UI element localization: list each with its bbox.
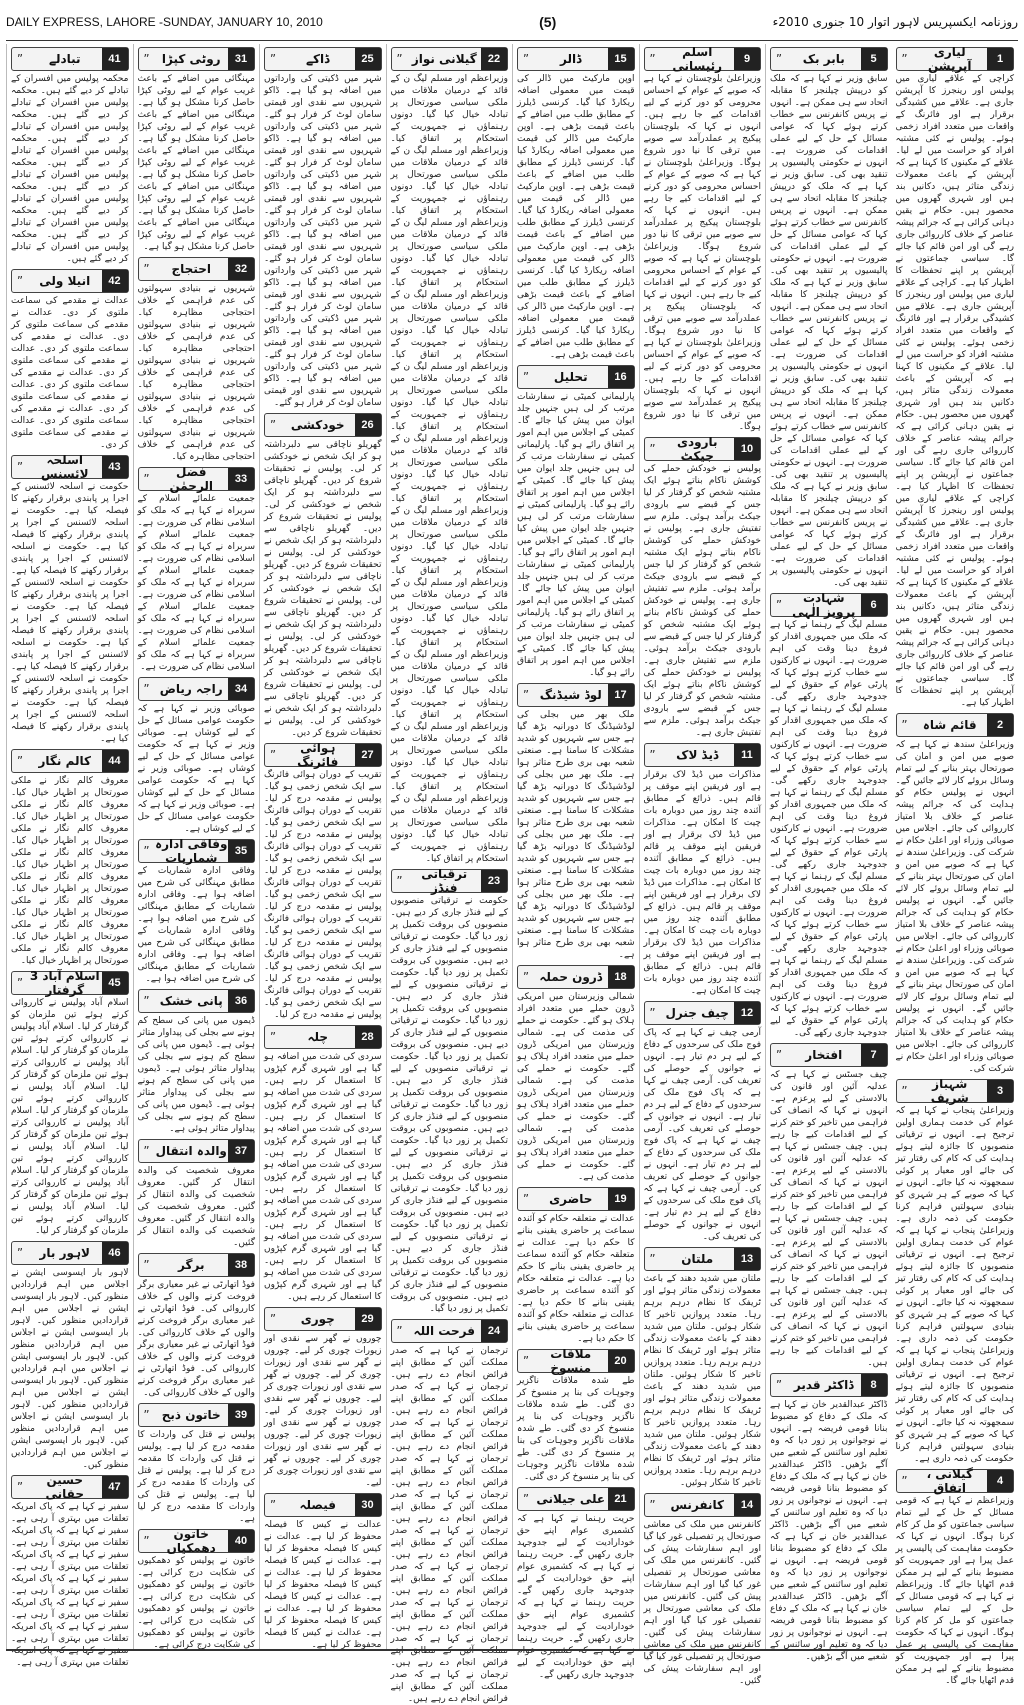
news-item-header (770, 593, 888, 617)
quote-mark-icon: ” (143, 472, 150, 486)
news-item-number: 8 (861, 1374, 887, 1396)
news-item (896, 1079, 1015, 1465)
quote-mark-icon: ” (396, 52, 403, 66)
news-item-number: 15 (608, 48, 634, 70)
quote-mark-icon: ” (649, 442, 656, 456)
news-item-number: 5 (861, 48, 887, 70)
news-item (644, 47, 762, 433)
news-item-header (517, 365, 635, 389)
news-item-header (770, 1373, 888, 1397)
news-item-number: 41 (102, 48, 128, 70)
news-item (391, 1319, 509, 1705)
news-item-title: حاضری (549, 1192, 593, 1206)
news-item (644, 437, 762, 739)
news-item-body: آرمی چیف نے کہا ہے کہ پاک فوج ملک کی سرحدوں کے دفاع کے لیے ہر دم تیار ہے۔ انہوں نے جوانوں کے حوصلے کی تعریف کی۔ آرمی چیف نے کہا ہے کہ پاک فوج ملک کی سرحدوں کے دفاع کے لیے ہر دم تیار ہے۔ انہوں نے جوانوں کے حوصلے کی تعریف کی۔ آرمی چیف نے کہا ہے کہ پاک فوج ملک کی سرحدوں کے دفاع کے لیے ہر دم تیار ہے۔ انہوں نے جوانوں کے حوصلے کی تعریف کی۔ آرمی چیف نے کہا ہے کہ پاک فوج ملک کی سرحدوں کے دفاع کے لیے ہر دم تیار ہے۔ انہوں نے جوانوں کے حوصلے کی تعریف کی۔ (643, 1028, 761, 1242)
news-item (770, 1043, 888, 1369)
quote-mark-icon: ” (522, 370, 530, 384)
news-item (138, 1529, 256, 1651)
quote-mark-icon: ” (143, 1408, 150, 1422)
news-item-title: فرحت اللہ (413, 1324, 475, 1338)
news-item (264, 413, 382, 739)
news-item-title: افتخار (805, 1048, 843, 1062)
quote-mark-icon: ” (775, 1048, 783, 1062)
quote-mark-icon: ” (522, 1354, 530, 1368)
news-item-header (644, 47, 762, 71)
news-item-number: 42 (102, 270, 128, 292)
news-item-body: ملتان میں شدید دھند کے باعث معمولات زندگی متاثر ہوئے اور ٹریفک کا نظام درہم برہم رہا۔ متعدد پروازیں تاخیر کا شکار ہوئیں۔ ملتان میں شدید دھند کے باعث معمولات زندگی متاثر ہوئے اور ٹریفک کا نظام درہم برہم رہا۔ متعدد پروازیں تاخیر کا شکار ہوئیں۔ ملتان میں شدید دھند کے باعث معمولات زندگی متاثر ہوئے اور ٹریفک کا نظام درہم برہم رہا۔ متعدد پروازیں تاخیر کا شکار ہوئیں۔ ملتان میں شدید دھند کے باعث معمولات زندگی متاثر ہوئے اور ٹریفک کا نظام درہم برہم رہا۔ متعدد پروازیں تاخیر کا شکار ہوئیں۔ (643, 1274, 761, 1488)
news-item-body: عدالت نے مقدمے کی سماعت ملتوی کر دی۔ عدالت نے مقدمے کی سماعت ملتوی کر دی۔ عدالت نے مقدمے کی سماعت ملتوی کر دی۔ عدالت نے مقدمے کی سماعت ملتوی کر دی۔ عدالت نے مقدمے کی سماعت ملتوی کر دی۔ عدالت نے مقدمے کی سماعت ملتوی کر دی۔ عدالت نے مقدمے کی سماعت ملتوی کر دی۔ عدالت نے مقدمے کی سماعت ملتوی کر دی۔ (11, 296, 129, 450)
news-item-body: وزیراعلیٰ پنجاب نے کہا ہے کہ عوام کی خدمت ہماری اولین ترجیح ہے۔ انہوں نے ترقیاتی منصوبوں کا جائزہ لیتے ہوئے ہدایت کی کہ کام کی رفتار تیز کی جائے اور معیار پر کوئی سمجھوتہ نہ کیا جائے۔ انہوں نے کہا کہ صوبے کے ہر شہری کو بنیادی سہولتیں فراہم کرنا حکومت کی ذمہ داری ہے۔ وزیراعلیٰ پنجاب نے کہا ہے کہ عوام کی خدمت ہماری اولین ترجیح ہے۔ انہوں نے ترقیاتی منصوبوں کا جائزہ لیتے ہوئے ہدایت کی کہ کام کی رفتار تیز کی جائے اور معیار پر کوئی سمجھوتہ نہ کیا جائے۔ انہوں نے کہا کہ صوبے کے ہر شہری کو بنیادی سہولتیں فراہم کرنا حکومت کی ذمہ داری ہے۔ وزیراعلیٰ پنجاب نے کہا ہے کہ عوام کی خدمت ہماری اولین ترجیح ہے۔ انہوں نے ترقیاتی منصوبوں کا جائزہ لیتے ہوئے ہدایت کی کہ کام کی رفتار تیز کی جائے اور معیار پر کوئی سمجھوتہ نہ کیا جائے۔ انہوں نے کہا کہ صوبے کے ہر شہری کو بنیادی سہولتیں فراہم کرنا حکومت کی ذمہ داری ہے۔ (895, 1106, 1014, 1464)
news-item-number: 47 (102, 1476, 128, 1498)
quote-mark-icon: ” (775, 52, 783, 66)
news-item-header (896, 47, 1015, 71)
news-item (11, 1475, 129, 1669)
news-item-title: گیلانی ، اتفاق (926, 1467, 973, 1495)
news-item-header (11, 1241, 129, 1265)
news-item-header (896, 713, 1015, 737)
news-item (517, 683, 635, 961)
news-item-body: اوپن مارکیٹ میں ڈالر کی قیمت میں معمولی اضافہ ریکارڈ کیا گیا۔ کرنسی ڈیلرز کے مطابق طلب میں اضافے کے باعث قیمت بڑھی ہے۔ اوپن مارکیٹ میں ڈالر کی قیمت میں معمولی اضافہ ریکارڈ کیا گیا۔ کرنسی ڈیلرز کے مطابق طلب میں اضافے کے باعث قیمت بڑھی ہے۔ اوپن مارکیٹ میں ڈالر کی قیمت میں معمولی اضافہ ریکارڈ کیا گیا۔ کرنسی ڈیلرز کے مطابق طلب میں اضافے کے باعث قیمت بڑھی ہے۔ اوپن مارکیٹ میں ڈالر کی قیمت میں معمولی اضافہ ریکارڈ کیا گیا۔ کرنسی ڈیلرز کے مطابق طلب میں اضافے کے باعث قیمت بڑھی ہے۔ اوپن مارکیٹ میں ڈالر کی قیمت میں معمولی اضافہ ریکارڈ کیا گیا۔ کرنسی ڈیلرز کے مطابق طلب میں اضافے کے باعث قیمت بڑھی ہے۔ (517, 74, 635, 360)
news-item (138, 1139, 256, 1249)
news-item (896, 713, 1015, 1075)
news-item-number: 31 (228, 48, 254, 70)
news-item-header (11, 971, 129, 995)
news-item (11, 455, 129, 745)
news-item-body: حکومت نے اسلحہ لائسنس کے اجرا پر پابندی برقرار رکھنے کا فیصلہ کیا ہے۔ حکومت نے اسلحہ لائسنس کے اجرا پر پابندی برقرار رکھنے کا فیصلہ کیا ہے۔ حکومت نے اسلحہ لائسنس کے اجرا پر پابندی برقرار رکھنے کا فیصلہ کیا ہے۔ حکومت نے اسلحہ لائسنس کے اجرا پر پابندی برقرار رکھنے کا فیصلہ کیا ہے۔ حکومت نے اسلحہ لائسنس کے اجرا پر پابندی برقرار رکھنے کا فیصلہ کیا ہے۔ حکومت نے اسلحہ لائسنس کے اجرا پر پابندی برقرار رکھنے کا فیصلہ کیا ہے۔ حکومت نے اسلحہ لائسنس کے اجرا پر پابندی برقرار رکھنے کا فیصلہ کیا ہے۔ حکومت نے اسلحہ لائسنس کے اجرا پر پابندی برقرار رکھنے کا فیصلہ کیا ہے۔ (11, 482, 129, 744)
news-item-body: شمالی وزیرستان میں امریکی ڈرون حملے میں متعدد افراد ہلاک ہو گئے۔ حکومت نے حملے کی مذمت کی ہے۔ شمالی وزیرستان میں امریکی ڈرون حملے میں متعدد افراد ہلاک ہو گئے۔ حکومت نے حملے کی مذمت کی ہے۔ شمالی وزیرستان میں امریکی ڈرون حملے میں متعدد افراد ہلاک ہو گئے۔ حکومت نے حملے کی مذمت کی ہے۔ شمالی وزیرستان میں امریکی ڈرون حملے میں متعدد افراد ہلاک ہو گئے۔ حکومت نے حملے کی مذمت کی ہے۔ (517, 992, 635, 1182)
quote-mark-icon: ” (269, 748, 277, 762)
news-item-header (138, 1403, 256, 1427)
news-item-title: کالم نگار (38, 754, 91, 768)
news-item (391, 869, 509, 1315)
quote-mark-icon: ” (396, 874, 403, 888)
news-item-number: 21 (608, 1488, 634, 1510)
news-item-number: 33 (228, 468, 254, 490)
news-item-title: اسلم رئیسانی (672, 45, 723, 73)
news-item-title: راجہ ریاض (159, 682, 223, 696)
news-item-title: والدہ انتقال (155, 1144, 227, 1158)
news-item-header (11, 1475, 129, 1499)
news-item (264, 743, 382, 1021)
news-item-number: 16 (608, 366, 634, 388)
news-item (644, 743, 762, 997)
news-item-header (391, 1319, 509, 1343)
news-item-title: قائم شاہ (922, 718, 977, 732)
news-item-title: انیلا ولی (39, 274, 91, 288)
news-item-number: 32 (228, 258, 254, 280)
news-item-number: 35 (228, 840, 254, 862)
news-item-body: صوبائی وزیر نے کہا ہے کہ حکومت عوامی مسائل کے حل کے لیے کوشاں ہے۔ صوبائی وزیر نے کہا ہے کہ حکومت عوامی مسائل کے حل کے لیے کوشاں ہے۔ صوبائی وزیر نے کہا ہے کہ حکومت عوامی مسائل کے حل کے لیے کوشاں ہے۔ صوبائی وزیر نے کہا ہے کہ حکومت عوامی مسائل کے حل کے لیے کوشاں ہے۔ (137, 704, 255, 834)
news-column (259, 44, 386, 1649)
news-item-header (644, 1247, 762, 1271)
news-item (138, 1253, 256, 1399)
news-item-title: وفاقی ادارہ شماریات (155, 837, 228, 865)
quote-mark-icon: ” (522, 970, 530, 984)
news-item-number: 13 (734, 1248, 760, 1270)
news-item-title: برگر (178, 1258, 205, 1272)
news-item-number: 23 (481, 870, 507, 892)
news-item (644, 1001, 762, 1243)
news-item-header (391, 47, 509, 71)
news-item (264, 1493, 382, 1651)
news-item-title: ڈالر (560, 52, 582, 66)
news-item-title: ملتان (681, 1252, 714, 1266)
news-item-title: چوری (300, 1312, 335, 1326)
news-item-body: طے شدہ ملاقات ناگزیر وجوہات کی بنا پر منسوخ کر دی گئی۔ طے شدہ ملاقات ناگزیر وجوہات کی بنا پر منسوخ کر دی گئی۔ طے شدہ ملاقات ناگزیر وجوہات کی بنا پر منسوخ کر دی گئی۔ طے شدہ ملاقات ناگزیر وجوہات کی بنا پر منسوخ کر دی گئی۔ (517, 1376, 635, 1482)
news-item-title: ملاقات منسوخ (550, 1347, 592, 1375)
quote-mark-icon: ” (396, 1324, 403, 1338)
news-item-header (264, 1025, 382, 1049)
news-item-number: 27 (355, 744, 381, 766)
quote-mark-icon: ” (649, 52, 656, 66)
news-item (138, 257, 256, 463)
news-item (517, 1187, 635, 1345)
bottom-rule (6, 1649, 1018, 1661)
quote-mark-icon: ” (143, 52, 150, 66)
news-item-header (264, 47, 382, 71)
news-item (138, 989, 256, 1135)
news-item-number: 4 (987, 1470, 1013, 1492)
news-item-header (644, 437, 762, 461)
news-item-number: 26 (355, 414, 381, 436)
news-item-header (770, 1043, 888, 1067)
news-item-title: ڈرون حملہ (539, 970, 603, 984)
news-item-header (138, 257, 256, 281)
news-item (770, 1373, 888, 1663)
news-item-header (517, 1487, 635, 1511)
news-item-body: وزیراعلیٰ سندھ نے کہا ہے کہ صوبے میں امن و امان کی صورتحال بہتر بنانے کے لیے تمام وسائل بروئے کار لائے جائیں گے۔ انہوں نے پولیس حکام کو ہدایت کی کہ جرائم پیشہ عناصر کے خلاف بلا امتیاز کارروائی کی جائے۔ اجلاس میں صوبائی وزراء اور اعلیٰ حکام نے شرکت کی۔ وزیراعلیٰ سندھ نے کہا ہے کہ صوبے میں امن و امان کی صورتحال بہتر بنانے کے لیے تمام وسائل بروئے کار لائے جائیں گے۔ انہوں نے پولیس حکام کو ہدایت کی کہ جرائم پیشہ عناصر کے خلاف بلا امتیاز کارروائی کی جائے۔ اجلاس میں صوبائی وزراء اور اعلیٰ حکام نے شرکت کی۔ وزیراعلیٰ سندھ نے کہا ہے کہ صوبے میں امن و امان کی صورتحال بہتر بنانے کے لیے تمام وسائل بروئے کار لائے جائیں گے۔ انہوں نے پولیس حکام کو ہدایت کی کہ جرائم پیشہ عناصر کے خلاف بلا امتیاز کارروائی کی جائے۔ اجلاس میں صوبائی وزراء اور اعلیٰ حکام نے شرکت کی۔ (895, 740, 1014, 1074)
news-item-body: ڈاکٹر عبدالقدیر خان نے کہا ہے کہ ملک کے دفاع کو مضبوط بنانا قومی فریضہ ہے۔ انہوں نے نوجوانوں پر زور دیا کہ وہ تعلیم اور سائنس کے شعبے میں آگے بڑھیں۔ ڈاکٹر عبدالقدیر خان نے کہا ہے کہ ملک کے دفاع کو مضبوط بنانا قومی فریضہ ہے۔ انہوں نے نوجوانوں پر زور دیا کہ وہ تعلیم اور سائنس کے شعبے میں آگے بڑھیں۔ ڈاکٹر عبدالقدیر خان نے کہا ہے کہ ملک کے دفاع کو مضبوط بنانا قومی فریضہ ہے۔ انہوں نے نوجوانوں پر زور دیا کہ وہ تعلیم اور سائنس کے شعبے میں آگے بڑھیں۔ ڈاکٹر عبدالقدیر خان نے کہا ہے کہ ملک کے دفاع کو مضبوط بنانا قومی فریضہ ہے۔ انہوں نے نوجوانوں پر زور دیا کہ وہ تعلیم اور سائنس کے شعبے میں آگے بڑھیں۔ (770, 1400, 888, 1662)
news-item-title: بارودی جیکٹ (676, 435, 718, 463)
news-item-body: تقریب کے دوران ہوائی فائرنگ سے ایک شخص زخمی ہو گیا۔ پولیس نے مقدمہ درج کر لیا۔ تقریب کے دوران ہوائی فائرنگ سے ایک شخص زخمی ہو گیا۔ پولیس نے مقدمہ درج کر لیا۔ تقریب کے دوران ہوائی فائرنگ سے ایک شخص زخمی ہو گیا۔ پولیس نے مقدمہ درج کر لیا۔ تقریب کے دوران ہوائی فائرنگ سے ایک شخص زخمی ہو گیا۔ پولیس نے مقدمہ درج کر لیا۔ تقریب کے دوران ہوائی فائرنگ سے ایک شخص زخمی ہو گیا۔ پولیس نے مقدمہ درج کر لیا۔ تقریب کے دوران ہوائی فائرنگ سے ایک شخص زخمی ہو گیا۔ پولیس نے مقدمہ درج کر لیا۔ تقریب کے دوران ہوائی فائرنگ سے ایک شخص زخمی ہو گیا۔ پولیس نے مقدمہ درج کر لیا۔ (264, 770, 382, 1020)
news-item-number: 2 (987, 714, 1013, 736)
news-item-number: 24 (481, 1320, 507, 1342)
news-item-number: 45 (102, 972, 128, 994)
news-item-body: وزیراعظم اور مسلم لیگ ن کے قائد کے درمیان ملاقات میں ملکی سیاسی صورتحال پر تبادلہ خیال کیا گیا۔ دونوں رہنماؤں نے جمہوریت کے استحکام پر اتفاق کیا۔ وزیراعظم اور مسلم لیگ ن کے قائد کے درمیان ملاقات میں ملکی سیاسی صورتحال پر تبادلہ خیال کیا گیا۔ دونوں رہنماؤں نے جمہوریت کے استحکام پر اتفاق کیا۔ وزیراعظم اور مسلم لیگ ن کے قائد کے درمیان ملاقات میں ملکی سیاسی صورتحال پر تبادلہ خیال کیا گیا۔ دونوں رہنماؤں نے جمہوریت کے استحکام پر اتفاق کیا۔ وزیراعظم اور مسلم لیگ ن کے قائد کے درمیان ملاقات میں ملکی سیاسی صورتحال پر تبادلہ خیال کیا گیا۔ دونوں رہنماؤں نے جمہوریت کے استحکام پر اتفاق کیا۔ وزیراعظم اور مسلم لیگ ن کے قائد کے درمیان ملاقات میں ملکی سیاسی صورتحال پر تبادلہ خیال کیا گیا۔ دونوں رہنماؤں نے جمہوریت کے استحکام پر اتفاق کیا۔ وزیراعظم اور مسلم لیگ ن کے قائد کے درمیان ملاقات میں ملکی سیاسی صورتحال پر تبادلہ خیال کیا گیا۔ دونوں رہنماؤں نے جمہوریت کے استحکام پر اتفاق کیا۔ وزیراعظم اور مسلم لیگ ن کے قائد کے درمیان ملاقات میں ملکی سیاسی صورتحال پر تبادلہ خیال کیا گیا۔ دونوں رہنماؤں نے جمہوریت کے استحکام پر اتفاق کیا۔ وزیراعظم اور مسلم لیگ ن کے قائد کے درمیان ملاقات میں ملکی سیاسی صورتحال پر تبادلہ خیال کیا گیا۔ دونوں رہنماؤں نے جمہوریت کے استحکام پر اتفاق کیا۔ وزیراعظم اور مسلم لیگ ن کے قائد کے درمیان ملاقات میں ملکی سیاسی صورتحال پر تبادلہ خیال کیا گیا۔ دونوں رہنماؤں نے جمہوریت کے استحکام پر اتفاق کیا۔ وزیراعظم اور مسلم لیگ ن کے قائد کے درمیان ملاقات میں ملکی سیاسی صورتحال پر تبادلہ خیال کیا گیا۔ دونوں رہنماؤں نے جمہوریت کے استحکام پر اتفاق کیا۔ وزیراعظم اور مسلم لیگ ن کے قائد کے درمیان ملاقات میں ملکی سیاسی صورتحال پر تبادلہ خیال کیا گیا۔ دونوں رہنماؤں نے جمہوریت کے استحکام پر اتفاق کیا۔ (390, 74, 508, 864)
news-item (138, 467, 256, 673)
news-item-number: 19 (608, 1188, 634, 1210)
news-item-header (770, 47, 888, 71)
news-item-header (644, 1493, 762, 1517)
news-item-header (138, 467, 256, 491)
news-item-title: پانی خشک (159, 994, 223, 1008)
news-column (765, 44, 892, 1662)
news-item-header (11, 455, 129, 479)
news-item-body: خاتون نے پولیس کو دھمکیوں کی شکایت درج کرائی ہے۔ خاتون نے پولیس کو دھمکیوں کی شکایت درج کرائی ہے۔ خاتون نے پولیس کو دھمکیوں کی شکایت درج کرائی ہے۔ خاتون نے پولیس کو دھمکیوں کی شکایت درج کرائی ہے۔ (137, 1556, 255, 1650)
news-item-body: سفیر نے کہا ہے کہ پاک امریکہ تعلقات میں بہتری آ رہی ہے۔ سفیر نے کہا ہے کہ پاک امریکہ تعلقات میں بہتری آ رہی ہے۔ سفیر نے کہا ہے کہ پاک امریکہ تعلقات میں بہتری آ رہی ہے۔ سفیر نے کہا ہے کہ پاک امریکہ تعلقات میں بہتری آ رہی ہے۔ سفیر نے کہا ہے کہ پاک امریکہ تعلقات میں بہتری آ رہی ہے۔ سفیر نے کہا ہے کہ پاک امریکہ تعلقات میں بہتری آ رہی ہے۔ سفیر نے کہا ہے کہ پاک امریکہ تعلقات میں بہتری آ رہی ہے۔ (11, 1502, 129, 1668)
quote-mark-icon: ” (269, 52, 277, 66)
news-item-title: شہادت پرویز الٰہی (792, 591, 856, 619)
quote-mark-icon: ” (649, 1498, 656, 1512)
quote-mark-icon: ” (522, 52, 530, 66)
news-column (639, 44, 766, 1686)
news-item-number: 7 (861, 1044, 887, 1066)
quote-mark-icon: ” (901, 1474, 908, 1488)
news-item (517, 365, 635, 679)
news-item-title: روٹی کپڑا (161, 52, 221, 66)
news-item-title: خودکشی (290, 418, 345, 432)
news-item-body: پولیس نے خودکش حملے کی کوشش ناکام بناتے ہوئے ایک مشتبہ شخص کو گرفتار کر لیا جس کے قبضے سے بارودی جیکٹ برآمد ہوئی۔ ملزم سے تفتیش جاری ہے۔ پولیس نے خودکش حملے کی کوشش ناکام بناتے ہوئے ایک مشتبہ شخص کو گرفتار کر لیا جس کے قبضے سے بارودی جیکٹ برآمد ہوئی۔ ملزم سے تفتیش جاری ہے۔ پولیس نے خودکش حملے کی کوشش ناکام بناتے ہوئے ایک مشتبہ شخص کو گرفتار کر لیا جس کے قبضے سے بارودی جیکٹ برآمد ہوئی۔ ملزم سے تفتیش جاری ہے۔ پولیس نے خودکش حملے کی کوشش ناکام بناتے ہوئے ایک مشتبہ شخص کو گرفتار کر لیا جس کے قبضے سے بارودی جیکٹ برآمد ہوئی۔ ملزم سے تفتیش جاری ہے۔ (643, 464, 761, 738)
newspaper-page (6, 44, 1018, 1704)
news-item-number: 17 (608, 684, 634, 706)
quote-mark-icon: ” (16, 754, 24, 768)
news-item-number: 43 (102, 456, 128, 478)
masthead-urdu: روزنامہ ایکسپریس لاہور اتوار 10 جنوری 2010ء (772, 15, 1018, 29)
news-item-header (517, 47, 635, 71)
news-item-header (11, 269, 129, 293)
news-item-body: اسلام آباد پولیس نے کارروائی کرتے ہوئے تین ملزمان کو گرفتار کر لیا۔ اسلام آباد پولیس نے کارروائی کرتے ہوئے تین ملزمان کو گرفتار کر لیا۔ اسلام آباد پولیس نے کارروائی کرتے ہوئے تین ملزمان کو گرفتار کر لیا۔ اسلام آباد پولیس نے کارروائی کرتے ہوئے تین ملزمان کو گرفتار کر لیا۔ اسلام آباد پولیس نے کارروائی کرتے ہوئے تین ملزمان کو گرفتار کر لیا۔ اسلام آباد پولیس نے کارروائی کرتے ہوئے تین ملزمان کو گرفتار کر لیا۔ اسلام آباد پولیس نے کارروائی کرتے ہوئے تین ملزمان کو گرفتار کر لیا۔ اسلام آباد پولیس نے کارروائی کرتے ہوئے تین ملزمان کو گرفتار کر لیا۔ (11, 998, 129, 1236)
news-item (264, 47, 382, 409)
news-item-title: اسلحہ لائسنس (40, 453, 89, 481)
news-item-number: 6 (861, 594, 887, 616)
news-item-number: 18 (608, 966, 634, 988)
news-item (264, 1307, 382, 1489)
news-item-number: 39 (228, 1404, 254, 1426)
news-item-title: خاتون دھمکیاں (166, 1527, 216, 1555)
quote-mark-icon: ” (901, 1084, 908, 1098)
news-item-body: عدالت نے کیس کا فیصلہ محفوظ کر لیا ہے۔ عدالت نے کیس کا فیصلہ محفوظ کر لیا ہے۔ عدالت نے کیس کا فیصلہ محفوظ کر لیا ہے۔ عدالت نے کیس کا فیصلہ محفوظ کر لیا ہے۔ عدالت نے کیس کا فیصلہ محفوظ کر لیا ہے۔ عدالت نے کیس کا فیصلہ محفوظ کر لیا ہے۔ عدالت نے کیس کا فیصلہ محفوظ کر لیا ہے۔ (264, 1520, 382, 1650)
news-item-body: وفاقی ادارہ شماریات کے مطابق مہنگائی کی شرح میں اضافہ ہوا ہے۔ وفاقی ادارہ شماریات کے مطابق مہنگائی کی شرح میں اضافہ ہوا ہے۔ وفاقی ادارہ شماریات کے مطابق مہنگائی کی شرح میں اضافہ ہوا ہے۔ وفاقی ادارہ شماریات کے مطابق مہنگائی کی شرح میں اضافہ ہوا ہے۔ (137, 866, 255, 984)
quote-mark-icon: ” (16, 1246, 24, 1260)
news-item-title: چلہ (307, 1030, 329, 1044)
news-item-header (138, 47, 256, 71)
news-item-title: لاہور بار (39, 1246, 90, 1260)
news-item (770, 593, 888, 1039)
page-number: (5) (539, 14, 557, 30)
news-item-body: جمعیت علمائے اسلام کے سربراہ نے کہا ہے کہ ملک کو اسلامی نظام کی ضرورت ہے۔ جمعیت علمائے اسلام کے سربراہ نے کہا ہے کہ ملک کو اسلامی نظام کی ضرورت ہے۔ جمعیت علمائے اسلام کے سربراہ نے کہا ہے کہ ملک کو اسلامی نظام کی ضرورت ہے۔ جمعیت علمائے اسلام کے سربراہ نے کہا ہے کہ ملک کو اسلامی نظام کی ضرورت ہے۔ جمعیت علمائے اسلام کے سربراہ نے کہا ہے کہ ملک کو اسلامی نظام کی ضرورت ہے۔ (137, 494, 255, 672)
news-item-number: 40 (228, 1530, 254, 1552)
quote-mark-icon: ” (143, 1534, 150, 1548)
news-item-title: گیلانی نواز (411, 52, 477, 66)
news-item-body: حریت رہنما نے کہا ہے کہ کشمیری عوام اپنے حق خودارادیت کے لیے جدوجہد جاری رکھیں گے۔ حریت رہنما نے کہا ہے کہ کشمیری عوام اپنے حق خودارادیت کے لیے جدوجہد جاری رکھیں گے۔ حریت رہنما نے کہا ہے کہ کشمیری عوام اپنے حق خودارادیت کے لیے جدوجہد جاری رکھیں گے۔ حریت رہنما نے کہا ہے کہ کشمیری عوام اپنے حق خودارادیت کے لیے جدوجہد جاری رکھیں گے۔ (517, 1514, 635, 1680)
news-item (11, 971, 129, 1237)
news-item-body: لاہور بار ایسوسی ایشن نے اجلاس میں اہم قراردادیں منظور کیں۔ لاہور بار ایسوسی ایشن نے اجلاس میں اہم قراردادیں منظور کیں۔ لاہور بار ایسوسی ایشن نے اجلاس میں اہم قراردادیں منظور کیں۔ لاہور بار ایسوسی ایشن نے اجلاس میں اہم قراردادیں منظور کیں۔ لاہور بار ایسوسی ایشن نے اجلاس میں اہم قراردادیں منظور کیں۔ لاہور بار ایسوسی ایشن نے اجلاس میں اہم قراردادیں منظور کیں۔ لاہور بار ایسوسی ایشن نے اجلاس میں اہم قراردادیں منظور کیں۔ (11, 1268, 129, 1470)
masthead-english: DAILY EXPRESS, LAHORE -SUNDAY, JANUARY 10, 2010 (6, 15, 323, 29)
news-item-header (644, 1001, 762, 1025)
news-item-body: معروف شخصیت کی والدہ انتقال کر گئیں۔ معروف شخصیت کی والدہ انتقال کر گئیں۔ معروف شخصیت کی والدہ انتقال کر گئیں۔ معروف شخصیت کی والدہ انتقال کر گئیں۔ (137, 1166, 255, 1248)
news-item-title: ڈاکے (306, 52, 330, 66)
quote-mark-icon: ” (269, 1312, 277, 1326)
news-item-title: اسلام آباد 3 گرفتار (29, 969, 100, 997)
news-item-number: 1 (987, 48, 1013, 70)
news-item-header (138, 1529, 256, 1553)
news-item-number: 10 (734, 438, 760, 460)
quote-mark-icon: ” (16, 274, 24, 288)
news-item-body: شہر میں ڈکیتی کی وارداتوں میں اضافہ ہو گیا ہے۔ ڈاکو شہریوں سے نقدی اور قیمتی سامان لوٹ کر فرار ہو گئے۔ شہر میں ڈکیتی کی وارداتوں میں اضافہ ہو گیا ہے۔ ڈاکو شہریوں سے نقدی اور قیمتی سامان لوٹ کر فرار ہو گئے۔ شہر میں ڈکیتی کی وارداتوں میں اضافہ ہو گیا ہے۔ ڈاکو شہریوں سے نقدی اور قیمتی سامان لوٹ کر فرار ہو گئے۔ شہر میں ڈکیتی کی وارداتوں میں اضافہ ہو گیا ہے۔ ڈاکو شہریوں سے نقدی اور قیمتی سامان لوٹ کر فرار ہو گئے۔ شہر میں ڈکیتی کی وارداتوں میں اضافہ ہو گیا ہے۔ ڈاکو شہریوں سے نقدی اور قیمتی سامان لوٹ کر فرار ہو گئے۔ شہر میں ڈکیتی کی وارداتوں میں اضافہ ہو گیا ہے۔ ڈاکو شہریوں سے نقدی اور قیمتی سامان لوٹ کر فرار ہو گئے۔ شہر میں ڈکیتی کی وارداتوں میں اضافہ ہو گیا ہے۔ ڈاکو شہریوں سے نقدی اور قیمتی سامان لوٹ کر فرار ہو گئے۔ (264, 74, 382, 408)
quote-mark-icon: ” (522, 1192, 530, 1206)
news-item-header (644, 743, 762, 767)
news-item-body: شہریوں نے بنیادی سہولتوں کی عدم فراہمی کے خلاف احتجاجی مظاہرہ کیا۔ شہریوں نے بنیادی سہولتوں کی عدم فراہمی کے خلاف احتجاجی مظاہرہ کیا۔ شہریوں نے بنیادی سہولتوں کی عدم فراہمی کے خلاف احتجاجی مظاہرہ کیا۔ شہریوں نے بنیادی سہولتوں کی عدم فراہمی کے خلاف احتجاجی مظاہرہ کیا۔ شہریوں نے بنیادی سہولتوں کی عدم فراہمی کے خلاف احتجاجی مظاہرہ کیا۔ (137, 284, 255, 462)
news-item (138, 839, 256, 985)
news-item-body: ملک بھر میں بجلی کی لوڈشیڈنگ کا دورانیہ بڑھ گیا ہے جس سے شہریوں کو شدید مشکلات کا سامنا ہے۔ صنعتی شعبہ بھی بری طرح متاثر ہوا ہے۔ ملک بھر میں بجلی کی لوڈشیڈنگ کا دورانیہ بڑھ گیا ہے جس سے شہریوں کو شدید مشکلات کا سامنا ہے۔ صنعتی شعبہ بھی بری طرح متاثر ہوا ہے۔ ملک بھر میں بجلی کی لوڈشیڈنگ کا دورانیہ بڑھ گیا ہے جس سے شہریوں کو شدید مشکلات کا سامنا ہے۔ صنعتی شعبہ بھی بری طرح متاثر ہوا ہے۔ ملک بھر میں بجلی کی لوڈشیڈنگ کا دورانیہ بڑھ گیا ہے جس سے شہریوں کو شدید مشکلات کا سامنا ہے۔ صنعتی شعبہ بھی بری طرح متاثر ہوا ہے۔ (517, 710, 635, 960)
news-item (11, 749, 129, 967)
news-item-body: پارلیمانی کمیٹی نے سفارشات مرتب کر لی ہیں جنہیں جلد ایوان میں پیش کیا جائے گا۔ کمیٹی کے اجلاس میں اہم امور پر اتفاق رائے ہو گیا۔ پارلیمانی کمیٹی نے سفارشات مرتب کر لی ہیں جنہیں جلد ایوان میں پیش کیا جائے گا۔ کمیٹی کے اجلاس میں اہم امور پر اتفاق رائے ہو گیا۔ پارلیمانی کمیٹی نے سفارشات مرتب کر لی ہیں جنہیں جلد ایوان میں پیش کیا جائے گا۔ کمیٹی کے اجلاس میں اہم امور پر اتفاق رائے ہو گیا۔ پارلیمانی کمیٹی نے سفارشات مرتب کر لی ہیں جنہیں جلد ایوان میں پیش کیا جائے گا۔ کمیٹی کے اجلاس میں اہم امور پر اتفاق رائے ہو گیا۔ پارلیمانی کمیٹی نے سفارشات مرتب کر لی ہیں جنہیں جلد ایوان میں پیش کیا جائے گا۔ کمیٹی کے اجلاس میں اہم امور پر اتفاق رائے ہو گیا۔ (517, 392, 635, 678)
news-column (6, 44, 133, 1668)
news-item-body: سابق وزیر نے کہا ہے کہ ملک کو درپیش چیلنجز کا مقابلہ اتحاد سے ہی ممکن ہے۔ انہوں نے پریس کانفرنس سے خطاب کرتے ہوئے کہا کہ عوامی مسائل کے حل کے لیے عملی اقدامات کی ضرورت ہے۔ انہوں نے حکومتی پالیسیوں پر تنقید بھی کی۔ سابق وزیر نے کہا ہے کہ ملک کو درپیش چیلنجز کا مقابلہ اتحاد سے ہی ممکن ہے۔ انہوں نے پریس کانفرنس سے خطاب کرتے ہوئے کہا کہ عوامی مسائل کے حل کے لیے عملی اقدامات کی ضرورت ہے۔ انہوں نے حکومتی پالیسیوں پر تنقید بھی کی۔ سابق وزیر نے کہا ہے کہ ملک کو درپیش چیلنجز کا مقابلہ اتحاد سے ہی ممکن ہے۔ انہوں نے پریس کانفرنس سے خطاب کرتے ہوئے کہا کہ عوامی مسائل کے حل کے لیے عملی اقدامات کی ضرورت ہے۔ انہوں نے حکومتی پالیسیوں پر تنقید بھی کی۔ سابق وزیر نے کہا ہے کہ ملک کو درپیش چیلنجز کا مقابلہ اتحاد سے ہی ممکن ہے۔ انہوں نے پریس کانفرنس سے خطاب کرتے ہوئے کہا کہ عوامی مسائل کے حل کے لیے عملی اقدامات کی ضرورت ہے۔ انہوں نے حکومتی پالیسیوں پر تنقید بھی کی۔ سابق وزیر نے کہا ہے کہ ملک کو درپیش چیلنجز کا مقابلہ اتحاد سے ہی ممکن ہے۔ انہوں نے پریس کانفرنس سے خطاب کرتے ہوئے کہا کہ عوامی مسائل کے حل کے لیے عملی اقدامات کی ضرورت ہے۔ انہوں نے حکومتی پالیسیوں پر تنقید بھی کی۔ (770, 74, 888, 588)
news-item-title: فضل الرحمٰن (169, 465, 214, 493)
news-item-header (391, 869, 509, 893)
news-item-number: 38 (228, 1254, 254, 1276)
news-item (264, 1025, 382, 1303)
news-item-number: 28 (355, 1026, 381, 1048)
news-item-body: ترجمان نے کہا ہے کہ صدر مملکت آئین کے مطابق اپنے فرائض انجام دے رہے ہیں۔ ترجمان نے کہا ہے کہ صدر مملکت آئین کے مطابق اپنے فرائض انجام دے رہے ہیں۔ ترجمان نے کہا ہے کہ صدر مملکت آئین کے مطابق اپنے فرائض انجام دے رہے ہیں۔ ترجمان نے کہا ہے کہ صدر مملکت آئین کے مطابق اپنے فرائض انجام دے رہے ہیں۔ ترجمان نے کہا ہے کہ صدر مملکت آئین کے مطابق اپنے فرائض انجام دے رہے ہیں۔ ترجمان نے کہا ہے کہ صدر مملکت آئین کے مطابق اپنے فرائض انجام دے رہے ہیں۔ ترجمان نے کہا ہے کہ صدر مملکت آئین کے مطابق اپنے فرائض انجام دے رہے ہیں۔ ترجمان نے کہا ہے کہ صدر مملکت آئین کے مطابق اپنے فرائض انجام دے رہے ہیں۔ ترجمان نے کہا ہے کہ صدر مملکت آئین کے مطابق اپنے فرائض انجام دے رہے ہیں۔ ترجمان نے کہا ہے کہ صدر مملکت آئین کے مطابق اپنے فرائض انجام دے رہے ہیں۔ (390, 1346, 508, 1704)
news-column (386, 44, 513, 1704)
news-item-title: لوڈ شیڈنگ (539, 688, 602, 702)
news-item (896, 47, 1015, 709)
news-item-title: ڈاکٹر قدیر (793, 1378, 854, 1392)
quote-mark-icon: ” (269, 1498, 277, 1512)
news-item-number: 46 (102, 1242, 128, 1264)
news-item-title: تحلیل (553, 370, 588, 384)
news-item-title: ہوائی فائرنگ (297, 741, 339, 769)
quote-mark-icon: ” (269, 418, 277, 432)
masthead (6, 4, 1018, 41)
quote-mark-icon: ” (901, 718, 908, 732)
news-item-body: پولیس نے قتل کی واردات کا مقدمہ درج کر لیا ہے۔ پولیس نے قتل کی واردات کا مقدمہ درج کر لیا ہے۔ پولیس نے قتل کی واردات کا مقدمہ درج کر لیا ہے۔ پولیس نے قتل کی واردات کا مقدمہ درج کر لیا ہے۔ (137, 1430, 255, 1524)
news-item (138, 677, 256, 835)
news-item-title: ترقیاتی فنڈز (421, 867, 468, 895)
quote-mark-icon: ” (143, 844, 150, 858)
news-item (11, 47, 129, 265)
news-item-title: خاتون ذبح (161, 1408, 221, 1422)
news-item-body: محکمہ پولیس میں افسران کے تبادلے کر دیے گئے ہیں۔ محکمہ پولیس میں افسران کے تبادلے کر دیے گئے ہیں۔ محکمہ پولیس میں افسران کے تبادلے کر دیے گئے ہیں۔ محکمہ پولیس میں افسران کے تبادلے کر دیے گئے ہیں۔ محکمہ پولیس میں افسران کے تبادلے کر دیے گئے ہیں۔ محکمہ پولیس میں افسران کے تبادلے کر دیے گئے ہیں۔ محکمہ پولیس میں افسران کے تبادلے کر دیے گئے ہیں۔ محکمہ پولیس میں افسران کے تبادلے کر دیے گئے ہیں۔ (11, 74, 129, 264)
news-item-title: لیاری آپریشن (927, 45, 972, 73)
news-item-title: کانفرنس (670, 1498, 725, 1512)
news-item (11, 269, 129, 451)
news-item-number: 14 (734, 1494, 760, 1516)
news-item (138, 47, 256, 253)
news-item-title: شہباز شریف (930, 1077, 969, 1105)
news-item-header (264, 1307, 382, 1331)
news-item (517, 1349, 635, 1483)
news-item-body: فوڈ اتھارٹی نے غیر معیاری برگر فروخت کرنے والوں کے خلاف کارروائی کی۔ فوڈ اتھارٹی نے غیر معیاری برگر فروخت کرنے والوں کے خلاف کارروائی کی۔ فوڈ اتھارٹی نے غیر معیاری برگر فروخت کرنے والوں کے خلاف کارروائی کی۔ فوڈ اتھارٹی نے غیر معیاری برگر فروخت کرنے والوں کے خلاف کارروائی کی۔ (137, 1280, 255, 1398)
news-item-body: وزیراعظم نے کہا ہے کہ قومی مسائل کے حل کے لیے تمام سیاسی جماعتوں کو مل کر کام کرنا ہوگا۔ انہوں نے کہا کہ حکومت مفاہمت کی پالیسی پر عمل پیرا ہے اور جمہوریت کو مضبوط بنانے کے لیے ہر ممکن قدم اٹھایا جائے گا۔ وزیراعظم نے کہا ہے کہ قومی مسائل کے حل کے لیے تمام سیاسی جماعتوں کو مل کر کام کرنا ہوگا۔ انہوں نے کہا کہ حکومت مفاہمت کی پالیسی پر عمل پیرا ہے اور جمہوریت کو مضبوط بنانے کے لیے ہر ممکن قدم اٹھایا جائے گا۔ (895, 1496, 1014, 1686)
news-item (770, 47, 888, 589)
quote-mark-icon: ” (143, 1258, 150, 1272)
news-item-header (138, 1139, 256, 1163)
news-item-number: 11 (734, 744, 760, 766)
news-item-title: فیصلہ (299, 1498, 336, 1512)
news-item-body: سردی کی شدت میں اضافہ ہو گیا ہے اور شہری گرم کپڑوں کا استعمال کر رہے ہیں۔ سردی کی شدت میں اضافہ ہو گیا ہے اور شہری گرم کپڑوں کا استعمال کر رہے ہیں۔ سردی کی شدت میں اضافہ ہو گیا ہے اور شہری گرم کپڑوں کا استعمال کر رہے ہیں۔ سردی کی شدت میں اضافہ ہو گیا ہے اور شہری گرم کپڑوں کا استعمال کر رہے ہیں۔ سردی کی شدت میں اضافہ ہو گیا ہے اور شہری گرم کپڑوں کا استعمال کر رہے ہیں۔ سردی کی شدت میں اضافہ ہو گیا ہے اور شہری گرم کپڑوں کا استعمال کر رہے ہیں۔ سردی کی شدت میں اضافہ ہو گیا ہے اور شہری گرم کپڑوں کا استعمال کر رہے ہیں۔ (264, 1052, 382, 1302)
news-item-number: 44 (102, 750, 128, 772)
news-item-number: 30 (355, 1494, 381, 1516)
news-item-body: مہنگائی میں اضافے کے باعث غریب عوام کے لیے روٹی کپڑا حاصل کرنا مشکل ہو گیا ہے۔ مہنگائی میں اضافے کے باعث غریب عوام کے لیے روٹی کپڑا حاصل کرنا مشکل ہو گیا ہے۔ مہنگائی میں اضافے کے باعث غریب عوام کے لیے روٹی کپڑا حاصل کرنا مشکل ہو گیا ہے۔ مہنگائی میں اضافے کے باعث غریب عوام کے لیے روٹی کپڑا حاصل کرنا مشکل ہو گیا ہے۔ مہنگائی میں اضافے کے باعث غریب عوام کے لیے روٹی کپڑا حاصل کرنا مشکل ہو گیا ہے۔ (137, 74, 255, 252)
news-item-body: وزیراعلیٰ بلوچستان نے کہا ہے کہ صوبے کے عوام کے احساس محرومی کو دور کرنے کے لیے اقدامات کیے جا رہے ہیں۔ انہوں نے کہا کہ بلوچستان پیکیج پر عملدرآمد سے صوبے میں ترقی کا نیا دور شروع ہوگا۔ وزیراعلیٰ بلوچستان نے کہا ہے کہ صوبے کے عوام کے احساس محرومی کو دور کرنے کے لیے اقدامات کیے جا رہے ہیں۔ انہوں نے کہا کہ بلوچستان پیکیج پر عملدرآمد سے صوبے میں ترقی کا نیا دور شروع ہوگا۔ وزیراعلیٰ بلوچستان نے کہا ہے کہ صوبے کے عوام کے احساس محرومی کو دور کرنے کے لیے اقدامات کیے جا رہے ہیں۔ انہوں نے کہا کہ بلوچستان پیکیج پر عملدرآمد سے صوبے میں ترقی کا نیا دور شروع ہوگا۔ وزیراعلیٰ بلوچستان نے کہا ہے کہ صوبے کے عوام کے احساس محرومی کو دور کرنے کے لیے اقدامات کیے جا رہے ہیں۔ انہوں نے کہا کہ بلوچستان پیکیج پر عملدرآمد سے صوبے میں ترقی کا نیا دور شروع ہوگا۔ (643, 74, 761, 432)
news-column (133, 44, 260, 1649)
news-item (138, 1403, 256, 1525)
news-column (512, 44, 639, 1680)
news-item-title: تبادلے (48, 52, 81, 66)
news-item-header (517, 1187, 635, 1211)
news-item-body: چیف جسٹس نے کہا ہے کہ عدلیہ آئین اور قانون کی بالادستی کے لیے پرعزم ہے۔ انہوں نے کہا کہ انصاف کی فراہمی میں تاخیر کو ختم کرنے کے لیے اقدامات کیے جا رہے ہیں۔ چیف جسٹس نے کہا ہے کہ عدلیہ آئین اور قانون کی بالادستی کے لیے پرعزم ہے۔ انہوں نے کہا کہ انصاف کی فراہمی میں تاخیر کو ختم کرنے کے لیے اقدامات کیے جا رہے ہیں۔ چیف جسٹس نے کہا ہے کہ عدلیہ آئین اور قانون کی بالادستی کے لیے پرعزم ہے۔ انہوں نے کہا کہ انصاف کی فراہمی میں تاخیر کو ختم کرنے کے لیے اقدامات کیے جا رہے ہیں۔ چیف جسٹس نے کہا ہے کہ عدلیہ آئین اور قانون کی بالادستی کے لیے پرعزم ہے۔ انہوں نے کہا کہ انصاف کی فراہمی میں تاخیر کو ختم کرنے کے لیے اقدامات کیے جا رہے ہیں۔ (770, 1070, 888, 1368)
news-item-body: کراچی کے علاقے لیاری میں پولیس اور رینجرز کا آپریشن جاری ہے۔ علاقے میں کشیدگی برقرار ہے اور فائرنگ کے واقعات میں متعدد افراد زخمی ہوئے۔ پولیس نے کئی مشتبہ افراد کو حراست میں لے لیا۔ علاقے کے مکینوں کا کہنا ہے کہ آپریشن کے باعث معمولات زندگی متاثر ہیں، دکانیں بند ہیں اور شہری گھروں میں محصور ہیں۔ حکام نے یقین دہانی کرائی ہے کہ جرائم پیشہ عناصر کے خلاف کارروائی جاری رہے گی اور امن قائم کیا جائے گا۔ سیاسی جماعتوں نے آپریشن پر اپنے تحفظات کا اظہار کیا ہے۔ کراچی کے علاقے لیاری میں پولیس اور رینجرز کا آپریشن جاری ہے۔ علاقے میں کشیدگی برقرار ہے اور فائرنگ کے واقعات میں متعدد افراد زخمی ہوئے۔ پولیس نے کئی مشتبہ افراد کو حراست میں لے لیا۔ علاقے کے مکینوں کا کہنا ہے کہ آپریشن کے باعث معمولات زندگی متاثر ہیں، دکانیں بند ہیں اور شہری گھروں میں محصور ہیں۔ حکام نے یقین دہانی کرائی ہے کہ جرائم پیشہ عناصر کے خلاف کارروائی جاری رہے گی اور امن قائم کیا جائے گا۔ سیاسی جماعتوں نے آپریشن پر اپنے تحفظات کا اظہار کیا ہے۔ کراچی کے علاقے لیاری میں پولیس اور رینجرز کا آپریشن جاری ہے۔ علاقے میں کشیدگی برقرار ہے اور فائرنگ کے واقعات میں متعدد افراد زخمی ہوئے۔ پولیس نے کئی مشتبہ افراد کو حراست میں لے لیا۔ علاقے کے مکینوں کا کہنا ہے کہ آپریشن کے باعث معمولات زندگی متاثر ہیں، دکانیں بند ہیں اور شہری گھروں میں محصور ہیں۔ حکام نے یقین دہانی کرائی ہے کہ جرائم پیشہ عناصر کے خلاف کارروائی جاری رہے گی اور امن قائم کیا جائے گا۔ سیاسی جماعتوں نے آپریشن پر اپنے تحفظات کا اظہار کیا ہے۔ (895, 74, 1014, 708)
quote-mark-icon: ” (143, 994, 150, 1008)
news-item-header (517, 683, 635, 707)
news-item-header (138, 1253, 256, 1277)
quote-mark-icon: ” (522, 688, 530, 702)
news-item (644, 1247, 762, 1489)
news-item-body: کانفرنس میں ملک کی معاشی صورتحال پر تفصیلی غور کیا گیا اور اہم سفارشات پیش کی گئیں۔ کانفرنس میں ملک کی معاشی صورتحال پر تفصیلی غور کیا گیا اور اہم سفارشات پیش کی گئیں۔ کانفرنس میں ملک کی معاشی صورتحال پر تفصیلی غور کیا گیا اور اہم سفارشات پیش کی گئیں۔ کانفرنس میں ملک کی معاشی صورتحال پر تفصیلی غور کیا گیا اور اہم سفارشات پیش کی گئیں۔ (643, 1520, 761, 1686)
news-item-body: حکومت نے ترقیاتی منصوبوں کے لیے فنڈز جاری کر دیے ہیں۔ منصوبوں کی بروقت تکمیل پر زور دیا گیا۔ حکومت نے ترقیاتی منصوبوں کے لیے فنڈز جاری کر دیے ہیں۔ منصوبوں کی بروقت تکمیل پر زور دیا گیا۔ حکومت نے ترقیاتی منصوبوں کے لیے فنڈز جاری کر دیے ہیں۔ منصوبوں کی بروقت تکمیل پر زور دیا گیا۔ حکومت نے ترقیاتی منصوبوں کے لیے فنڈز جاری کر دیے ہیں۔ منصوبوں کی بروقت تکمیل پر زور دیا گیا۔ حکومت نے ترقیاتی منصوبوں کے لیے فنڈز جاری کر دیے ہیں۔ منصوبوں کی بروقت تکمیل پر زور دیا گیا۔ حکومت نے ترقیاتی منصوبوں کے لیے فنڈز جاری کر دیے ہیں۔ منصوبوں کی بروقت تکمیل پر زور دیا گیا۔ حکومت نے ترقیاتی منصوبوں کے لیے فنڈز جاری کر دیے ہیں۔ منصوبوں کی بروقت تکمیل پر زور دیا گیا۔ حکومت نے ترقیاتی منصوبوں کے لیے فنڈز جاری کر دیے ہیں۔ منصوبوں کی بروقت تکمیل پر زور دیا گیا۔ حکومت نے ترقیاتی منصوبوں کے لیے فنڈز جاری کر دیے ہیں۔ منصوبوں کی بروقت تکمیل پر زور دیا گیا۔ حکومت نے ترقیاتی منصوبوں کے لیے فنڈز جاری کر دیے ہیں۔ منصوبوں کی بروقت تکمیل پر زور دیا گیا۔ (390, 896, 508, 1314)
news-item-title: حسین حقانی (45, 1473, 84, 1501)
news-item-title: علی جیلانی (536, 1492, 606, 1506)
news-item-title: ڈیڈ لاک (676, 748, 719, 762)
news-item-number: 12 (734, 1002, 760, 1024)
news-item-number: 25 (355, 48, 381, 70)
news-item-number: 34 (228, 678, 254, 700)
news-item-body: ڈیموں میں پانی کی سطح کم ہونے سے بجلی کی پیداوار متاثر ہوئی ہے۔ ڈیموں میں پانی کی سطح کم ہونے سے بجلی کی پیداوار متاثر ہوئی ہے۔ ڈیموں میں پانی کی سطح کم ہونے سے بجلی کی پیداوار متاثر ہوئی ہے۔ ڈیموں میں پانی کی سطح کم ہونے سے بجلی کی پیداوار متاثر ہوئی ہے۔ (137, 1016, 255, 1134)
quote-mark-icon: ” (143, 1144, 150, 1158)
news-item-header (264, 413, 382, 437)
news-item-title: چیف جنرل (665, 1006, 729, 1020)
quote-mark-icon: ” (522, 1492, 530, 1506)
quote-mark-icon: ” (143, 682, 150, 696)
news-item-number: 22 (481, 48, 507, 70)
quote-mark-icon: ” (16, 1480, 24, 1494)
news-item-header (517, 965, 635, 989)
news-item (391, 47, 509, 865)
news-item-header (138, 989, 256, 1013)
news-item-body: عدالت نے متعلقہ حکام کو آئندہ سماعت پر حاضری یقینی بنانے کا حکم دیا ہے۔ عدالت نے متعلقہ حکام کو آئندہ سماعت پر حاضری یقینی بنانے کا حکم دیا ہے۔ عدالت نے متعلقہ حکام کو آئندہ سماعت پر حاضری یقینی بنانے کا حکم دیا ہے۔ عدالت نے متعلقہ حکام کو آئندہ سماعت پر حاضری یقینی بنانے کا حکم دیا ہے۔ (517, 1214, 635, 1344)
quote-mark-icon: ” (143, 262, 150, 276)
news-item-header (11, 47, 129, 71)
news-item-number: 29 (355, 1308, 381, 1330)
news-item-body: معروف کالم نگار نے ملکی صورتحال پر اظہار خیال کیا۔ معروف کالم نگار نے ملکی صورتحال پر اظہار خیال کیا۔ معروف کالم نگار نے ملکی صورتحال پر اظہار خیال کیا۔ معروف کالم نگار نے ملکی صورتحال پر اظہار خیال کیا۔ معروف کالم نگار نے ملکی صورتحال پر اظہار خیال کیا۔ معروف کالم نگار نے ملکی صورتحال پر اظہار خیال کیا۔ معروف کالم نگار نے ملکی صورتحال پر اظہار خیال کیا۔ معروف کالم نگار نے ملکی صورتحال پر اظہار خیال کیا۔ (11, 776, 129, 966)
quote-mark-icon: ” (16, 52, 24, 66)
news-item-header (896, 1079, 1015, 1103)
quote-mark-icon: ” (649, 748, 656, 762)
quote-mark-icon: ” (16, 976, 24, 990)
news-item (517, 47, 635, 361)
news-item (517, 965, 635, 1183)
news-item-body: چوروں نے گھر سے نقدی اور زیورات چوری کر لیے۔ چوروں نے گھر سے نقدی اور زیورات چوری کر لیے۔ چوروں نے گھر سے نقدی اور زیورات چوری کر لیے۔ چوروں نے گھر سے نقدی اور زیورات چوری کر لیے۔ چوروں نے گھر سے نقدی اور زیورات چوری کر لیے۔ چوروں نے گھر سے نقدی اور زیورات چوری کر لیے۔ چوروں نے گھر سے نقدی اور زیورات چوری کر لیے۔ (264, 1334, 382, 1488)
news-item (11, 1241, 129, 1471)
quote-mark-icon: ” (649, 1006, 656, 1020)
news-item-body: گھریلو ناچاقی سے دلبرداشتہ ہو کر ایک شخص نے خودکشی کر لی۔ پولیس نے تحقیقات شروع کر دیں۔ گھریلو ناچاقی سے دلبرداشتہ ہو کر ایک شخص نے خودکشی کر لی۔ پولیس نے تحقیقات شروع کر دیں۔ گھریلو ناچاقی سے دلبرداشتہ ہو کر ایک شخص نے خودکشی کر لی۔ پولیس نے تحقیقات شروع کر دیں۔ گھریلو ناچاقی سے دلبرداشتہ ہو کر ایک شخص نے خودکشی کر لی۔ پولیس نے تحقیقات شروع کر دیں۔ گھریلو ناچاقی سے دلبرداشتہ ہو کر ایک شخص نے خودکشی کر لی۔ پولیس نے تحقیقات شروع کر دیں۔ گھریلو ناچاقی سے دلبرداشتہ ہو کر ایک شخص نے خودکشی کر لی۔ پولیس نے تحقیقات شروع کر دیں۔ گھریلو ناچاقی سے دلبرداشتہ ہو کر ایک شخص نے خودکشی کر لی۔ پولیس نے تحقیقات شروع کر دیں۔ (264, 440, 382, 738)
quote-mark-icon: ” (901, 52, 908, 66)
news-item-header (517, 1349, 635, 1373)
news-item-header (896, 1469, 1015, 1493)
quote-mark-icon: ” (269, 1030, 277, 1044)
news-item-header (138, 677, 256, 701)
quote-mark-icon: ” (16, 460, 24, 474)
news-item-number: 9 (734, 48, 760, 70)
news-item-header (264, 743, 382, 767)
news-item-number: 20 (608, 1350, 634, 1372)
quote-mark-icon: ” (775, 1378, 783, 1392)
news-item-header (264, 1493, 382, 1517)
news-item-number: 3 (987, 1080, 1013, 1102)
news-item-title: بابر بک (802, 52, 845, 66)
news-item-number: 37 (228, 1140, 254, 1162)
news-item-body: مسلم لیگ کے رہنما نے کہا ہے کہ ملک میں جمہوری اقدار کو فروغ دینا وقت کی اہم ضرورت ہے۔ انہوں نے کارکنوں سے خطاب کرتے ہوئے کہا کہ پارٹی عوام کے حقوق کے لیے جدوجہد جاری رکھے گی۔ مسلم لیگ کے رہنما نے کہا ہے کہ ملک میں جمہوری اقدار کو فروغ دینا وقت کی اہم ضرورت ہے۔ انہوں نے کارکنوں سے خطاب کرتے ہوئے کہا کہ پارٹی عوام کے حقوق کے لیے جدوجہد جاری رکھے گی۔ مسلم لیگ کے رہنما نے کہا ہے کہ ملک میں جمہوری اقدار کو فروغ دینا وقت کی اہم ضرورت ہے۔ انہوں نے کارکنوں سے خطاب کرتے ہوئے کہا کہ پارٹی عوام کے حقوق کے لیے جدوجہد جاری رکھے گی۔ مسلم لیگ کے رہنما نے کہا ہے کہ ملک میں جمہوری اقدار کو فروغ دینا وقت کی اہم ضرورت ہے۔ انہوں نے کارکنوں سے خطاب کرتے ہوئے کہا کہ پارٹی عوام کے حقوق کے لیے جدوجہد جاری رکھے گی۔ مسلم لیگ کے رہنما نے کہا ہے کہ ملک میں جمہوری اقدار کو فروغ دینا وقت کی اہم ضرورت ہے۔ انہوں نے کارکنوں سے خطاب کرتے ہوئے کہا کہ پارٹی عوام کے حقوق کے لیے جدوجہد جاری رکھے گی۔ (770, 620, 888, 1038)
news-item-title: احتجاج (171, 262, 211, 276)
news-item-body: مذاکرات میں ڈیڈ لاک برقرار ہے اور فریقین اپنے موقف پر قائم ہیں۔ ذرائع کے مطابق آئندہ چند روز میں دوبارہ بات چیت کا امکان ہے۔ مذاکرات میں ڈیڈ لاک برقرار ہے اور فریقین اپنے موقف پر قائم ہیں۔ ذرائع کے مطابق آئندہ چند روز میں دوبارہ بات چیت کا امکان ہے۔ مذاکرات میں ڈیڈ لاک برقرار ہے اور فریقین اپنے موقف پر قائم ہیں۔ ذرائع کے مطابق آئندہ چند روز میں دوبارہ بات چیت کا امکان ہے۔ مذاکرات میں ڈیڈ لاک برقرار ہے اور فریقین اپنے موقف پر قائم ہیں۔ ذرائع کے مطابق آئندہ چند روز میں دوبارہ بات چیت کا امکان ہے۔ (643, 770, 761, 996)
news-item-number: 36 (228, 990, 254, 1012)
quote-mark-icon: ” (649, 1252, 656, 1266)
news-item-header (138, 839, 256, 863)
quote-mark-icon: ” (775, 598, 783, 612)
news-item-header (11, 749, 129, 773)
news-column (892, 44, 1019, 1686)
